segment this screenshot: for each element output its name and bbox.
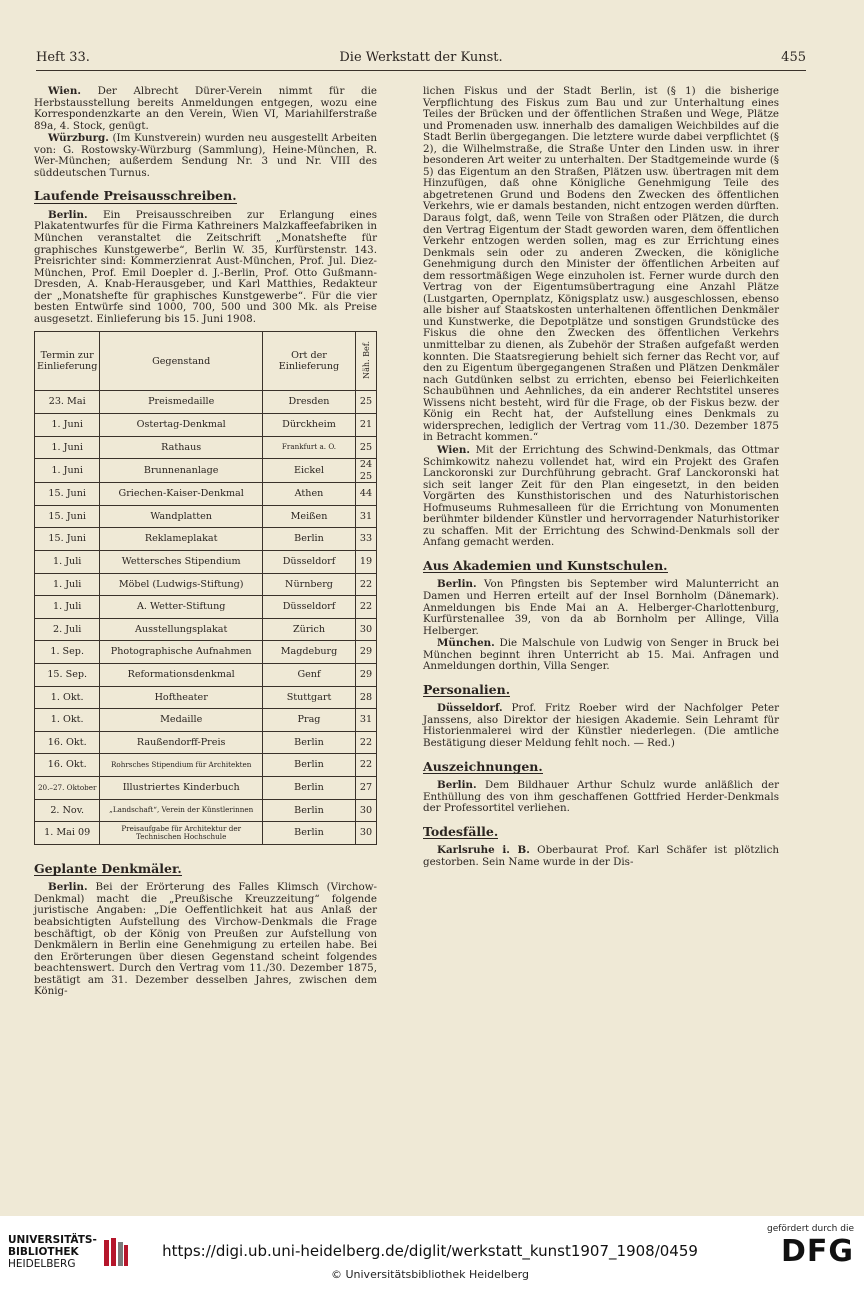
date-cell: 1. Sep.: [35, 641, 100, 664]
date-cell: 1. Juni: [35, 459, 100, 483]
subject-cell: Preismedaille: [100, 391, 263, 414]
table-row: [35, 664, 377, 687]
date-cell: 1. Okt.: [35, 709, 100, 732]
subject-cell: A. Wetter-Stiftung: [100, 596, 263, 619]
table-row: [35, 573, 377, 596]
issue-number: Heft 33.: [36, 50, 90, 65]
ref-cell: 22: [356, 731, 377, 754]
ref-cell: 44: [356, 483, 377, 506]
place-cell: Zürich: [263, 618, 356, 641]
ref-cell: 30: [356, 799, 377, 822]
ref-cell: 29: [356, 641, 377, 664]
section-heading: Laufende Preisausschreiben.: [34, 188, 237, 204]
ref-cell: 22: [356, 573, 377, 596]
permalink-url[interactable]: https://digi.ub.uni-heidelberg.de/diglit/werkstatt_kunst1907_1908/0459: [162, 1242, 698, 1260]
section-heading: Aus Akademien und Kunstschulen.: [423, 557, 668, 573]
date-cell: 1. Mai 09: [35, 822, 100, 845]
table-row: [35, 686, 377, 709]
subject-cell: Griechen-Kaiser-Denkmal: [100, 483, 263, 506]
place-cell: Genf: [263, 664, 356, 687]
ref-cell: 24 25: [356, 459, 377, 483]
date-cell: 1. Okt.: [35, 686, 100, 709]
date-cell: 2. Nov.: [35, 799, 100, 822]
running-header: [36, 50, 806, 70]
right-column: [423, 86, 779, 869]
paragraph: Berlin. Dem Bildhauer Arthur Schulz wurde anläßlich der Enthüllung des von ihm geschaffenen Gottfried Herder-Denkmals der Professortitel verliehen.: [423, 779, 779, 815]
paragraph: Berlin. Bei der Erörterung des Falles Klimsch (Virchow-Denkmal) macht die „Preußische Kreuzzeitung“ folgende juristische Angaben: „Die Oeffentlichkeit hat aus Anlaß der beabsichtigten Aufstellung des Virchow-Denkmals die Frage beschäftigt, ob der König von Preußen zur Aufstellung von Denkmälern in Berlin eine Genehmigung zu erteilen habe. Bei den Erörterungen über diesen Gegenstand scheint folgendes beachtenswert. Durch den Vertrag vom 11./30. Dezember 1875, bestätigt am 31. Dezember desselben Jahres, zwischen dem König-: [34, 881, 377, 998]
ref-cell: 19: [356, 551, 377, 574]
ref-cell: 30: [356, 822, 377, 845]
date-cell: 1. Juni: [35, 413, 100, 436]
ref-cell: 22: [356, 754, 377, 777]
place-cell: Düsseldorf: [263, 596, 356, 619]
section-heading: Todesfälle.: [423, 823, 499, 839]
place-cell: Berlin: [263, 822, 356, 845]
competition-table: [34, 331, 377, 844]
date-cell: 15. Juni: [35, 505, 100, 528]
place-cell: Düsseldorf: [263, 551, 356, 574]
section-heading: Personalien.: [423, 681, 511, 697]
ref-cell: 25: [356, 436, 377, 459]
table-row: [35, 505, 377, 528]
subject-cell: Wandplatten: [100, 505, 263, 528]
header-rule: [36, 70, 806, 71]
dfg-logo[interactable]: [754, 1224, 854, 1270]
section-heading: Geplante Denkmäler.: [34, 860, 182, 876]
library-name-line: HEIDELBERG: [8, 1258, 76, 1270]
paragraph: München. Die Malschule von Ludwig von Senger in Bruck bei München beginnt ihren Unterricht ab 15. Mai. Anfragen und Anmeldungen dorthin, Villa Senger.: [423, 637, 779, 673]
subject-cell: Reformationsdenkmal: [100, 664, 263, 687]
table-row: [35, 459, 377, 483]
ref-cell: 30: [356, 618, 377, 641]
subject-cell: Rohrsches Stipendium für Architekten: [100, 754, 263, 777]
library-name-line: UNIVERSITÄTS-: [8, 1234, 97, 1246]
place-cell: Frankfurt a. O.: [263, 436, 356, 459]
date-cell: 1. Juli: [35, 573, 100, 596]
paragraph: Düsseldorf. Prof. Fritz Roeber wird der Nachfolger Peter Janssens, also Direktor der hiesigen Akademie. Sein Lehramt für Historienmalerei wird der Künstler niederlegen. (Die amtliche Bestätigung dieser Meldung fehlt noch. — Red.): [423, 702, 779, 749]
library-name-line: BIBLIOTHEK: [8, 1246, 79, 1258]
subject-cell: Hoftheater: [100, 686, 263, 709]
table-row: [35, 391, 377, 414]
date-cell: 2. Juli: [35, 618, 100, 641]
column-header: Ort der Einlieferung: [263, 332, 356, 391]
table-row: [35, 618, 377, 641]
date-cell: 16. Okt.: [35, 754, 100, 777]
place-cell: Berlin: [263, 754, 356, 777]
paragraph: Würzburg. (Im Kunstverein) wurden neu ausgestellt Arbeiten von: G. Rostowsky-Würzburg (Sammlung), Heine-München, R. Wer-München; außerdem Sendung Nr. 3 und Nr. VIII des süddeutschen Turnus.: [34, 132, 377, 179]
place-cell: Dürckheim: [263, 413, 356, 436]
table-row: [35, 641, 377, 664]
table-row: [35, 731, 377, 754]
table-header-row: [35, 332, 377, 391]
ref-cell: 33: [356, 528, 377, 551]
subject-cell: Wettersches Stipendium: [100, 551, 263, 574]
paragraph: Berlin. Von Pfingsten bis September wird Malunterricht an Damen und Herren erteilt auf der Insel Bornholm (Dänemark). Anmeldungen bis Ende Mai an A. Helberger-Charlottenburg, Kurfürstenallee 39, von da ab Bornholm per Allinge, Villa Helberger.: [423, 578, 779, 637]
date-cell: 20.–27. Oktober: [35, 776, 100, 799]
table-row: [35, 528, 377, 551]
table-row: [35, 822, 377, 845]
place-cell: Magdeburg: [263, 641, 356, 664]
subject-cell: Möbel (Ludwigs-Stiftung): [100, 573, 263, 596]
left-column: [34, 86, 377, 999]
place-cell: Berlin: [263, 528, 356, 551]
subject-cell: Raußendorff-Preis: [100, 731, 263, 754]
subject-cell: Ostertag-Denkmal: [100, 413, 263, 436]
paragraph: Karlsruhe i. B. Oberbaurat Prof. Karl Schäfer ist plötzlich gestorben. Sein Name wurde in der Dis-: [423, 844, 779, 868]
place-cell: Athen: [263, 483, 356, 506]
place-cell: Dresden: [263, 391, 356, 414]
dfg-wordmark: DFG: [780, 1234, 854, 1269]
subject-cell: „Landschaft“, Verein der Künstlerinnen: [100, 799, 263, 822]
ref-cell: 29: [356, 664, 377, 687]
place-cell: Berlin: [263, 776, 356, 799]
section-heading: Auszeichnungen.: [423, 758, 543, 774]
ref-cell: 27: [356, 776, 377, 799]
place-cell: Stuttgart: [263, 686, 356, 709]
table-row: [35, 754, 377, 777]
column-header: Gegenstand: [100, 332, 263, 391]
date-cell: 15. Juni: [35, 528, 100, 551]
viewer-footer: [0, 1216, 864, 1293]
subject-cell: Ausstellungsplakat: [100, 618, 263, 641]
subject-cell: Illustriertes Kinderbuch: [100, 776, 263, 799]
table-row: [35, 551, 377, 574]
place-cell: Berlin: [263, 731, 356, 754]
date-cell: 23. Mai: [35, 391, 100, 414]
table-row: [35, 799, 377, 822]
place-cell: Prag: [263, 709, 356, 732]
table-row: [35, 596, 377, 619]
date-cell: 1. Juli: [35, 551, 100, 574]
place-cell: Berlin: [263, 799, 356, 822]
date-cell: 15. Juni: [35, 483, 100, 506]
journal-title: Die Werkstatt der Kunst.: [339, 50, 503, 65]
table-row: [35, 709, 377, 732]
paragraph: Wien. Der Albrecht Dürer-Verein nimmt für die Herbstausstellung bereits Anmeldungen entgegen, wozu eine Korrespondenzkarte an den Verein, Wien VI, Mariahilferstraße 89a, 4. Stock, genügt.: [34, 85, 377, 132]
paragraph: Berlin. Ein Preisausschreiben zur Erlangung eines Plakatentwurfes für die Firma Kathreiners Malzkaffeefabriken in München veranstaltet die Zeitschrift „Monatshefte für graphisches Kunstgewerbe“, Berlin W. 35, Kurfürstenstr. 143. Preisrichter sind: Kommerzienrat Aust-München, Prof. Jul. Diez-München, Prof. Emil Doepler d. J.-Berlin, Prof. Otto Gußmann-Dresden, A. Knab-Herausgeber, und Karl Matthies, Redakteur der „Monatshefte für graphisches Kunstgewerbe“. Für die vier besten Entwürfe sind 1000, 700, 500 und 300 Mk. als Preise ausgesetzt. Einlieferung bis 15. Juni 1908.: [34, 208, 377, 325]
column-header: Näh. Bef.: [356, 332, 377, 391]
library-emblem-icon: [102, 1236, 130, 1270]
date-cell: 1. Juli: [35, 596, 100, 619]
date-cell: 1. Juni: [35, 436, 100, 459]
place-cell: Nürnberg: [263, 573, 356, 596]
table-row: [35, 776, 377, 799]
ref-cell: 31: [356, 709, 377, 732]
ref-cell: 28: [356, 686, 377, 709]
table-row: [35, 436, 377, 459]
paragraph: lichen Fiskus und der Stadt Berlin, ist (§ 1) die bisherige Verpflichtung des Fiskus zum Bau und zur Unterhaltung eines Teiles der Brücken und der öffentlichen Straßen und Wege, Plätze und Promenaden usw. innerhalb des damaligen Weichbildes auf die Stadt Berlin übergegangen. Die letztere wurde dabei verpflichtet (§ 2), die Wilhelmstraße, die Straße Unter den Linden usw. in ihrer besonderen Art weiter zu unterhalten. Der Stadtgemeinde wurde (§ 5) das Eigentum an den Straßen, Plätzen usw. übertragen mit dem Hinzufügen, daß ohne Königliche Genehmigung Teile des abgetretenen Grund und Bodens den Zwecken des öffentlichen Verkehrs, wie er damals bestanden, nicht entzogen werden dürften. Daraus folgt, daß, wenn Teile von Straßen oder Plätzen, die durch den Vertrag Eigentum der Stadt geworden waren, dem öffentlichen Verkehr entzogen werden sollen, mag es zur Errichtung eines Denkmals sein oder zu anderen Zwecken, die königliche Genehmigung durch den Minister der öffentlichen Arbeiten auf dem ressortmäßigen Wege einzuholen ist. Ferner wurde durch den Vertrag von der Eigentumsübertragung eine Anzahl Plätze (Lustgarten, Opernplatz, Königsplatz usw.) ausgeschlossen, ebenso alle bisher auf Staatskosten unterhaltenen öffentlichen Denkmäler und Kunstwerke, die Depotplätze und sonstigen Grundstücke des Fiskus die ohne den Zwecken des öffentlichen Verkehrs unmittelbar zu dienen, als Zubehör der Straßen aufgefaßt werden konnten. Die Staatsregierung behielt sich ferner das Recht vor, auf den zu Eigentum übergegangenen Straßen und Plätzen Denkmäler nach Gutdünken selbst zu errichten, ebenso bei Feierlichkeiten Schaubühnen und Aehnliches, da ein anderer Rechtstitel unseres Wissens nicht besteht, wird für die Frage, ob der Fiskus bezw. der König ein Recht hat, der Aufstellung eines Denkmals zu widersprechen, lediglich der Vertrag vom 11./30. Dezember 1875 in Betracht kommen.“: [423, 85, 779, 444]
subject-cell: Preisaufgabe für Architektur der Technischen Hochschule: [100, 822, 263, 845]
ref-cell: 21: [356, 413, 377, 436]
table-row: [35, 413, 377, 436]
page-number: 455: [781, 50, 806, 65]
ref-cell: 31: [356, 505, 377, 528]
subject-cell: Brunnenanlage: [100, 459, 263, 483]
ref-cell: 22: [356, 596, 377, 619]
copyright-notice: © Universitätsbibliothek Heidelberg: [330, 1268, 529, 1281]
subject-cell: Medaille: [100, 709, 263, 732]
ref-cell: 25: [356, 391, 377, 414]
funded-by-label: gefördert durch die: [767, 1224, 854, 1234]
column-header: Termin zur Einlieferung: [35, 332, 100, 391]
place-cell: Eickel: [263, 459, 356, 483]
table-row: [35, 483, 377, 506]
subject-cell: Photographische Aufnahmen: [100, 641, 263, 664]
library-logo[interactable]: [8, 1234, 158, 1278]
paragraph: Wien. Mit der Errichtung des Schwind-Denkmals, das Ottmar Schimkowitz nahezu vollendet hat, wird ein Projekt des Grafen Lanckoronski zur Durchführung gebracht. Graf Lanckoronski hat sich seit langer Zeit für den Plan eingesetzt, in den beiden Vorgärten des Kunsthistorischen und des Naturhistorischen Hofmuseums Ruhmesalleen für die Errichtung von Monumenten berühmter bildender Künstler und hervorragender Naturhistoriker zu schaffen. Mit der Errichtung des Schwind-Denkmals soll der Anfang gemacht werden.: [423, 443, 779, 549]
date-cell: 16. Okt.: [35, 731, 100, 754]
subject-cell: Rathaus: [100, 436, 263, 459]
subject-cell: Reklameplakat: [100, 528, 263, 551]
place-cell: Meißen: [263, 505, 356, 528]
date-cell: 15. Sep.: [35, 664, 100, 687]
